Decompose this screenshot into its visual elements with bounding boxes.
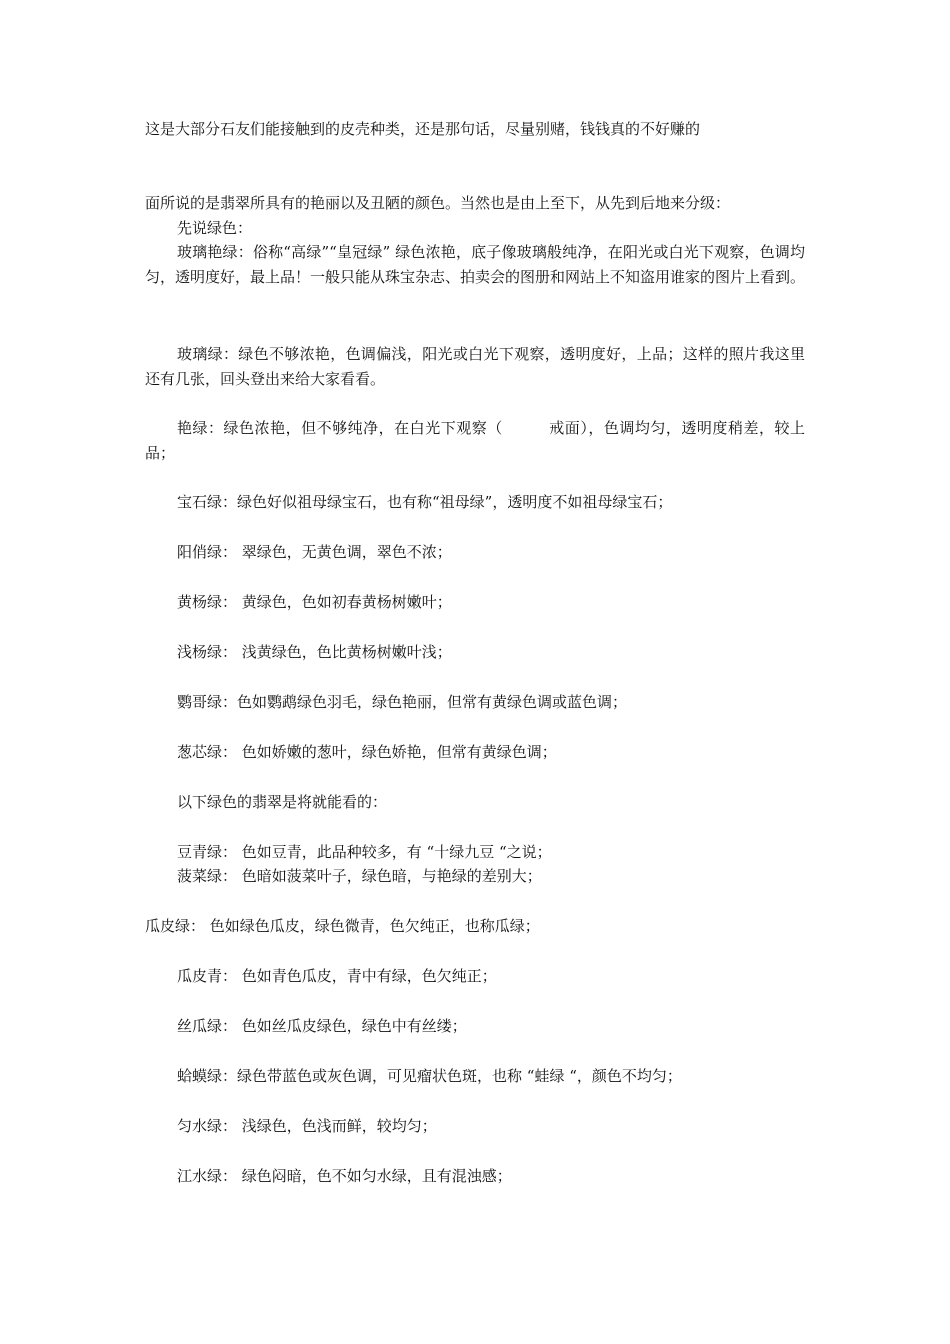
item-emerald-green: 宝石绿：绿色好似祖母绿宝石，也有称“祖母绿”，透明度不如祖母绿宝石； [177,493,673,511]
item-loofah-green: 丝瓜绿： 色如丝瓜皮绿色，绿色中有丝缕； [177,1017,467,1035]
below-heading: 以下绿色的翡翠是将就能看的： [177,793,388,811]
item-scallion-green: 葱芯绿： 色如娇嫩的葱叶，绿色娇艳，但常有黄绿色调； [177,743,557,761]
item-melon-skin-green: 瓜皮绿： 色如绿色瓜皮，绿色微青，色欠纯正，也称瓜绿； [145,917,540,935]
item-melon-skin-cyan: 瓜皮青： 色如青色瓜皮，青中有绿，色欠纯正； [177,967,497,985]
paragraph-glass-vivid-green: 玻璃艳绿：俗称“高绿”“皇冠绿” 绿色浓艳，底子像玻璃般纯净，在阳光或白光下观察，色调均匀，透明度好，最上品！一般只能从珠宝杂志、拍卖会的图册和网站上不知盗用谁家的图片上看到。 [145,243,806,286]
item-river-water-green: 江水绿： 绿色闷暗，色不如匀水绿，且有混浊感； [177,1167,512,1185]
paragraph-vivid-green: 艳绿：绿色浓艳，但不够纯净，在白光下观察（ 戒面），色调均匀，透明度稍差，较上品； [145,419,805,462]
item-qianyang-green: 浅杨绿： 浅黄绿色，色比黄杨树嫩叶浅； [177,643,452,661]
green-heading: 先说绿色： [177,219,253,237]
paragraph-glass-green: 玻璃绿：绿色不够浓艳，色调偏浅，阳光或白光下观察，透明度好，上品；这样的照片我这里还有几张，回头登出来给大家看看。 [145,345,805,388]
item-spinach-green: 菠菜绿： 色暗如菠菜叶子，绿色暗，与艳绿的差别大； [177,867,542,885]
lead-line: 面所说的是翡翠所具有的艳丽以及丑陋的颜色。当然也是由上至下，从先到后地来分级： [145,194,731,212]
item-even-water-green: 匀水绿： 浅绿色，色浅而鲜，较均匀； [177,1117,437,1135]
intro-line: 这是大部分石友们能接触到的皮壳种类，还是那句话，尽量别赌，钱钱真的不好赚的 [145,120,701,138]
item-huangyang-green: 黄杨绿： 黄绿色，色如初春黄杨树嫩叶； [177,593,452,611]
item-toad-green: 蛤蟆绿：绿色带蓝色或灰色调，可见瘤状色斑，也称 “蛙绿 “，颜色不均匀； [177,1067,682,1085]
item-yangqiao-green: 阳俏绿： 翠绿色，无黄色调，翠色不浓； [177,543,452,561]
item-bean-green: 豆青绿： 色如豆青，此品种较多，有 “十绿九豆 “之说； [177,843,552,861]
item-parrot-green: 鹦哥绿：色如鹦鹉绿色羽毛，绿色艳丽，但常有黄绿色调或蓝色调； [177,693,628,711]
